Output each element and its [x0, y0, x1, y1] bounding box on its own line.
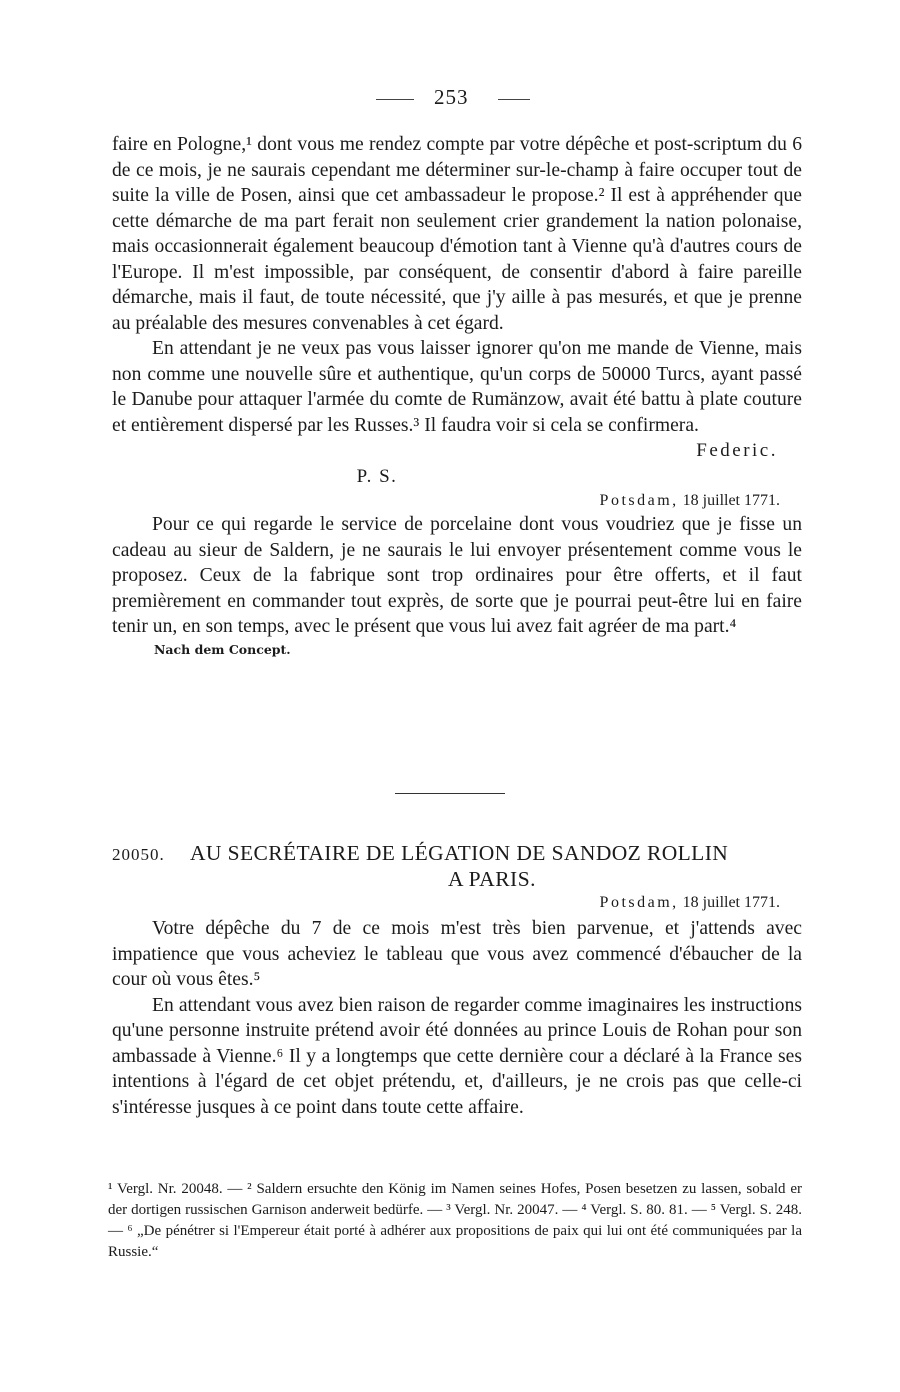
header-rule-left: [376, 99, 414, 100]
letter-2-dateline: [112, 892, 802, 914]
letter-2-heading: [112, 840, 802, 914]
letter-2-place: Potsdam,: [599, 894, 679, 911]
postscript-paragraph: Pour ce qui regarde le service de porcelaine dont vous voudriez que je fisse un cadeau au sieur de Saldern, je ne saurais le lui envoyer présentement comme vous le proposez. Ceux de la fabrique sont trop ordinaires pour être offerts, et il faut premièrement en commander tout exprès, de sorte que je pourrai peut-être lui en faire tenir un, en son temps, avec le présent que vous lui avez fait agréer de ma part.⁴: [112, 514, 802, 637]
page-number: 253: [434, 85, 469, 109]
letter-1-paragraph-2: En attendant je ne veux pas vous laisser ignorer qu'on me mande de Vienne, mais non comme une nouvelle sûre et authentique, qu'un corps de 50000 Turcs, ayant passé le Danube pour attaquer l'armée du comte de Rumänzow, avait été battu à plate couture et entièrement dispersé par les Russes.³ Il faudra voir si cela se confirmera.: [112, 338, 802, 436]
letter-2-paragraph-1: Votre dépêche du 7 de ce mois m'est très bien parvenue, et j'attends avec impatience que vous acheviez le tableau que vous avez commencé d'ébaucher de la cour où vous êtes.⁵: [112, 918, 802, 990]
postscript-label: P. S.: [356, 466, 398, 487]
postscript-date: 18 juillet 1771.: [682, 492, 780, 509]
signature: Federic.: [696, 440, 778, 461]
letter-1-body: [112, 132, 802, 660]
postscript-dateline: [112, 490, 802, 512]
letter-number: 20050.: [112, 845, 165, 864]
letter-1-paragraph-1: faire en Pologne,¹ dont vous me rendez compte par votre dépêche et post-scriptum du 6 de ce mois, je ne saurais cependant me déterminer sur-le-champ à faire occuper tout de suite la ville de Posen, ainsi que cet ambassadeur le propose.² Il est à appréhender que cette démarche de ma part ferait non seulement crier grandement la nation polonaise, mais occasionnerait également beaucoup d'émotion tant à Vienne qu'à d'autres cours de l'Europe. Il m'est impossible, par conséquent, de consentir d'abord à faire pareille démarche, mais il faut, de toute nécessité, que j'y aille à pas mesurés, et que je prenne au préalable des mesures convenables à cet égard.: [112, 134, 802, 334]
section-divider: [395, 793, 505, 794]
letter-2-date: 18 juillet 1771.: [682, 894, 780, 911]
postscript-place: Potsdam,: [599, 492, 679, 509]
letter-2-body: [112, 916, 802, 1120]
source-note: Nach dem Concept.: [154, 641, 291, 657]
footnotes: ¹ Vergl. Nr. 20048. — ² Saldern ersuchte den König im Namen seines Hofes, Posen besetzen zu lassen, sobald er der dortigen russischen Garnison anderweit bedürfe. — ³ Vergl. Nr. 20047. — ⁴ Vergl. S. 80. 81. — ⁵ Vergl. S. 248. — ⁶ „De pénétrer si l'Empereur était porté à adhérer aux propositions de paix qui lui ont été communiquées par la Russie.“: [108, 1181, 802, 1260]
letter-title-line-1: AU SECRÉTAIRE DE LÉGATION DE SANDOZ ROLLIN: [190, 841, 729, 865]
letter-title-line-2: A PARIS.: [447, 867, 537, 891]
header-rule-right: [498, 99, 530, 100]
page-header: [0, 85, 900, 115]
letter-2-paragraph-2: En attendant vous avez bien raison de regarder comme imaginaires les instructions qu'une personne instruite prétend avoir été données au prince Louis de Rohan pour son ambassade à Vienne.⁶ Il y a longtemps que cette dernière cour a déclaré à la France ses intentions à l'égard de cet objet prétendu, et, d'ailleurs, je ne crois pas que celle-ci s'intéresse jusques à ce point dans toute cette affaire.: [112, 994, 802, 1118]
